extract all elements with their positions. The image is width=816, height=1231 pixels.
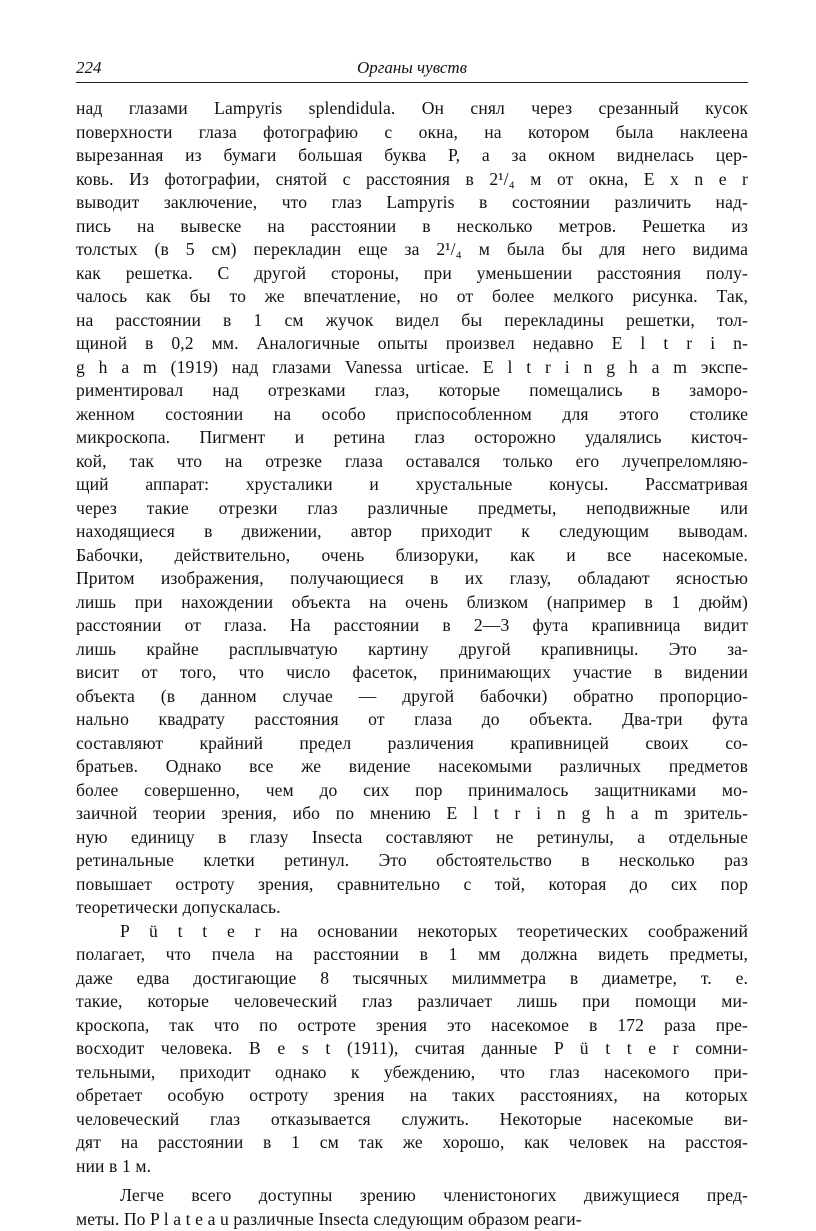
- text-line: восходит человека. B e s t (1911), считая данные P ü t t e r сомни-: [76, 1037, 748, 1061]
- text-line: чалось как бы то же впечатление, но от более мелкого рисунка. Так,: [76, 285, 748, 309]
- text-line: через такие отрезки глаз различные предметы, неподвижные или: [76, 497, 748, 521]
- text-line: кой, так что на отрезке глаза оставался только его лучепреломляю-: [76, 450, 748, 474]
- text-line: нально квадрату расстояния от глаза до объекта. Два-три фута: [76, 708, 748, 732]
- text-line: кроскопа, так что по остроте зрения это насекомое в 172 раза пре-: [76, 1014, 748, 1038]
- text-line: теоретически допускалась.: [76, 896, 748, 920]
- text-line: ную единицу в глазу Insecta составляют не ретинулы, а отдельные: [76, 826, 748, 850]
- text-line: женном состоянии на особо приспособленном для этого столике: [76, 403, 748, 427]
- running-head: [76, 56, 748, 83]
- text-line: на расстоянии в 1 см жучок видел бы перекладины решетки, тол-: [76, 309, 748, 333]
- text-line: тельными, приходит однако к убеждению, что глаз насекомого при-: [76, 1061, 748, 1085]
- text-line: повышает остроту зрения, сравнительно с той, которая до сих пор: [76, 873, 748, 897]
- text-line: висит от того, что число фасеток, принимающих участие в видении: [76, 661, 748, 685]
- text-line: щий аппарат: хрусталики и хрустальные конусы. Рассматривая: [76, 473, 748, 497]
- body-text: [76, 97, 748, 1231]
- text-line: Притом изображения, получающиеся в их глазу, обладают ясностью: [76, 567, 748, 591]
- paragraph: [76, 1184, 748, 1231]
- text-line: g h a m (1919) над глазами Vanessa urticae. E l t r i n g h a m экспе-: [76, 356, 748, 380]
- text-line: как решетка. С другой стороны, при уменьшении расстояния полу-: [76, 262, 748, 286]
- text-line: находящиеся в движении, автор приходит к следующим выводам.: [76, 520, 748, 544]
- text-line: составляют крайний предел различения крапивницей своих со-: [76, 732, 748, 756]
- text-line: микроскопа. Пигмент и ретина глаз осторожно удалялись кисточ-: [76, 426, 748, 450]
- text-line: дят на расстоянии в 1 см так же хорошо, как человек на расстоя-: [76, 1131, 748, 1155]
- text-line: Легче всего доступны зрению членистоногих движущиеся пред-: [76, 1184, 748, 1208]
- text-line: объекта (в данном случае — другой бабочки) обратно пропорцио-: [76, 685, 748, 709]
- text-line: такие, которые человеческий глаз различает лишь при помощи ми-: [76, 990, 748, 1014]
- text-line: братьев. Однако все же видение насекомыми различных предметов: [76, 755, 748, 779]
- text-line: толстых (в 5 см) перекладин еще за 2¹/₄ м была бы для него видима: [76, 238, 748, 262]
- paragraph: [76, 920, 748, 1179]
- text-line: даже едва достигающие 8 тысячных милимметра в диаметре, т. е.: [76, 967, 748, 991]
- text-line: над глазами Lampyris splendidula. Он снял через срезанный кусок: [76, 97, 748, 121]
- text-line: нии в 1 м.: [76, 1155, 748, 1179]
- text-line: Бабочки, действительно, очень близоруки, как и все насекомые.: [76, 544, 748, 568]
- running-title: Органы чувств: [76, 58, 748, 78]
- book-page: [76, 56, 748, 1231]
- text-line: заичной теории зрения, ибо по мнению E l t r i n g h a m зритель-: [76, 802, 748, 826]
- text-line: щиной в 0,2 мм. Аналогичные опыты произвел недавно E l t r i n-: [76, 332, 748, 356]
- paragraph: [76, 97, 748, 920]
- text-line: обретает особую остроту зрения на таких расстояниях, на которых: [76, 1084, 748, 1108]
- text-line: ковь. Из фотографии, снятой с расстояния в 2¹/₄ м от окна, E x n e r: [76, 168, 748, 192]
- text-line: меты. По P l a t e a u различные Insecta следующим образом реаги-: [76, 1208, 748, 1231]
- text-line: пись на вывеске на расстоянии в несколько метров. Решетка из: [76, 215, 748, 239]
- text-line: расстоянии от глаза. На расстоянии в 2—3 фута крапивница видит: [76, 614, 748, 638]
- text-line: человеческий глаз отказывается служить. Некоторые насекомые ви-: [76, 1108, 748, 1132]
- text-line: более совершенно, чем до сих пор принималось защитниками мо-: [76, 779, 748, 803]
- text-line: полагает, что пчела на расстоянии в 1 мм должна видеть предметы,: [76, 943, 748, 967]
- text-line: вырезанная из бумаги большая буква Р, а за окном виднелась цер-: [76, 144, 748, 168]
- page-number: 224: [76, 58, 102, 78]
- text-line: лишь крайне расплывчатую картину другой крапивницы. Это за-: [76, 638, 748, 662]
- text-line: ретинальные клетки ретинул. Это обстоятельство в несколько раз: [76, 849, 748, 873]
- text-line: выводит заключение, что глаз Lampyris в состоянии различить над-: [76, 191, 748, 215]
- text-line: лишь при нахождении объекта на очень близком (например в 1 дюйм): [76, 591, 748, 615]
- text-line: поверхности глаза фотографию с окна, на котором была наклеена: [76, 121, 748, 145]
- text-line: риментировал над отрезками глаз, которые помещались в заморо-: [76, 379, 748, 403]
- text-line: P ü t t e r на основании некоторых теоретических соображений: [76, 920, 748, 944]
